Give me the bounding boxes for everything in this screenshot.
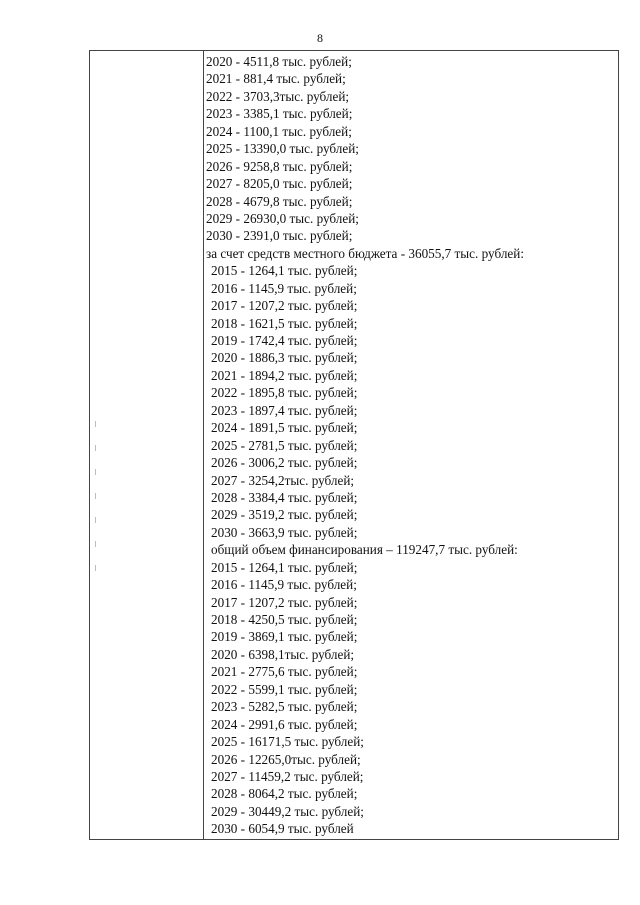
financing-line: 2023 - 3385,1 тыс. рублей; (206, 106, 353, 122)
financing-line: 2029 - 26930,0 тыс. рублей; (206, 210, 359, 226)
page-number: 8 (317, 31, 323, 45)
financing-line: 2030 - 2391,0 тыс. рублей; (206, 228, 353, 244)
financing-line: 2026 - 9258,8 тыс. рублей; (206, 158, 353, 174)
financing-line: 2021 - 881,4 тыс. рублей; (206, 71, 346, 87)
financing-line: 2015 - 1264,1 тыс. рублей; (211, 263, 358, 279)
financing-line: 2022 - 1895,8 тыс. рублей; (211, 385, 358, 401)
total-financing-heading: общий объем финансирования – 119247,7 тыс. рублей: (211, 542, 518, 558)
financing-line: 2022 - 3703,3тыс. рублей; (206, 88, 350, 104)
financing-line: 2028 - 3384,4 тыс. рублей; (211, 489, 358, 505)
financing-line: 2021 - 2775,6 тыс. рублей; (211, 664, 358, 680)
financing-line: 2025 - 16171,5 тыс. рублей; (211, 734, 364, 750)
financing-line: 2023 - 1897,4 тыс. рублей; (211, 402, 358, 418)
local-budget-heading: за счет средств местного бюджета - 36055,7 тыс. рублей: (206, 245, 524, 261)
financing-line: 2019 - 3869,1 тыс. рублей; (211, 629, 358, 645)
financing-line: 2028 - 8064,2 тыс. рублей; (211, 786, 358, 802)
financing-line: 2024 - 2991,6 тыс. рублей; (211, 716, 358, 732)
financing-line: 2020 - 1886,3 тыс. рублей; (211, 350, 358, 366)
financing-line: 2022 - 5599,1 тыс. рублей; (211, 681, 358, 697)
financing-line: 2027 - 3254,2тыс. рублей; (211, 472, 355, 488)
financing-line: 2030 - 6054,9 тыс. рублей (211, 821, 354, 837)
financing-line: 2017 - 1207,2 тыс. рублей; (211, 594, 358, 610)
table-left-column (90, 51, 204, 839)
financing-line: 2024 - 1891,5 тыс. рублей; (211, 420, 358, 436)
financing-line: 2016 - 1145,9 тыс. рублей; (211, 280, 357, 296)
financing-line: 2021 - 1894,2 тыс. рублей; (211, 367, 358, 383)
financing-line: 2029 - 3519,2 тыс. рублей; (211, 507, 358, 523)
financing-line: 2017 - 1207,2 тыс. рублей; (211, 298, 358, 314)
financing-line: 2027 - 11459,2 тыс. рублей; (211, 768, 364, 784)
financing-line: 2026 - 12265,0тыс. рублей; (211, 751, 361, 767)
financing-line: 2015 - 1264,1 тыс. рублей; (211, 559, 358, 575)
financing-line: 2019 - 1742,4 тыс. рублей; (211, 333, 358, 348)
financing-line: 2026 - 3006,2 тыс. рублей; (211, 455, 358, 471)
financing-line: 2018 - 1621,5 тыс. рублей; (211, 315, 358, 331)
financing-line: 2020 - 4511,8 тыс. рублей; (206, 54, 352, 69)
financing-line: 2020 - 6398,1тыс. рублей; (211, 646, 355, 662)
financing-line: 2027 - 8205,0 тыс. рублей; (206, 176, 353, 192)
financing-line: 2016 - 1145,9 тыс. рублей; (211, 577, 357, 593)
financing-line: 2025 - 2781,5 тыс. рублей; (211, 437, 358, 453)
financing-line: 2018 - 4250,5 тыс. рублей; (211, 612, 358, 627)
financing-line: 2025 - 13390,0 тыс. рублей; (206, 141, 359, 157)
financing-line: 2029 - 30449,2 тыс. рублей; (211, 803, 364, 819)
financing-line: 2023 - 5282,5 тыс. рублей; (211, 699, 358, 715)
financing-line: 2028 - 4679,8 тыс. рублей; (206, 193, 353, 209)
financing-line: 2030 - 3663,9 тыс. рублей; (211, 524, 358, 540)
financing-table (89, 50, 619, 840)
margin-scan-marks (94, 421, 97, 591)
financing-line: 2024 - 1100,1 тыс. рублей; (206, 123, 352, 139)
table-right-column (206, 53, 614, 838)
